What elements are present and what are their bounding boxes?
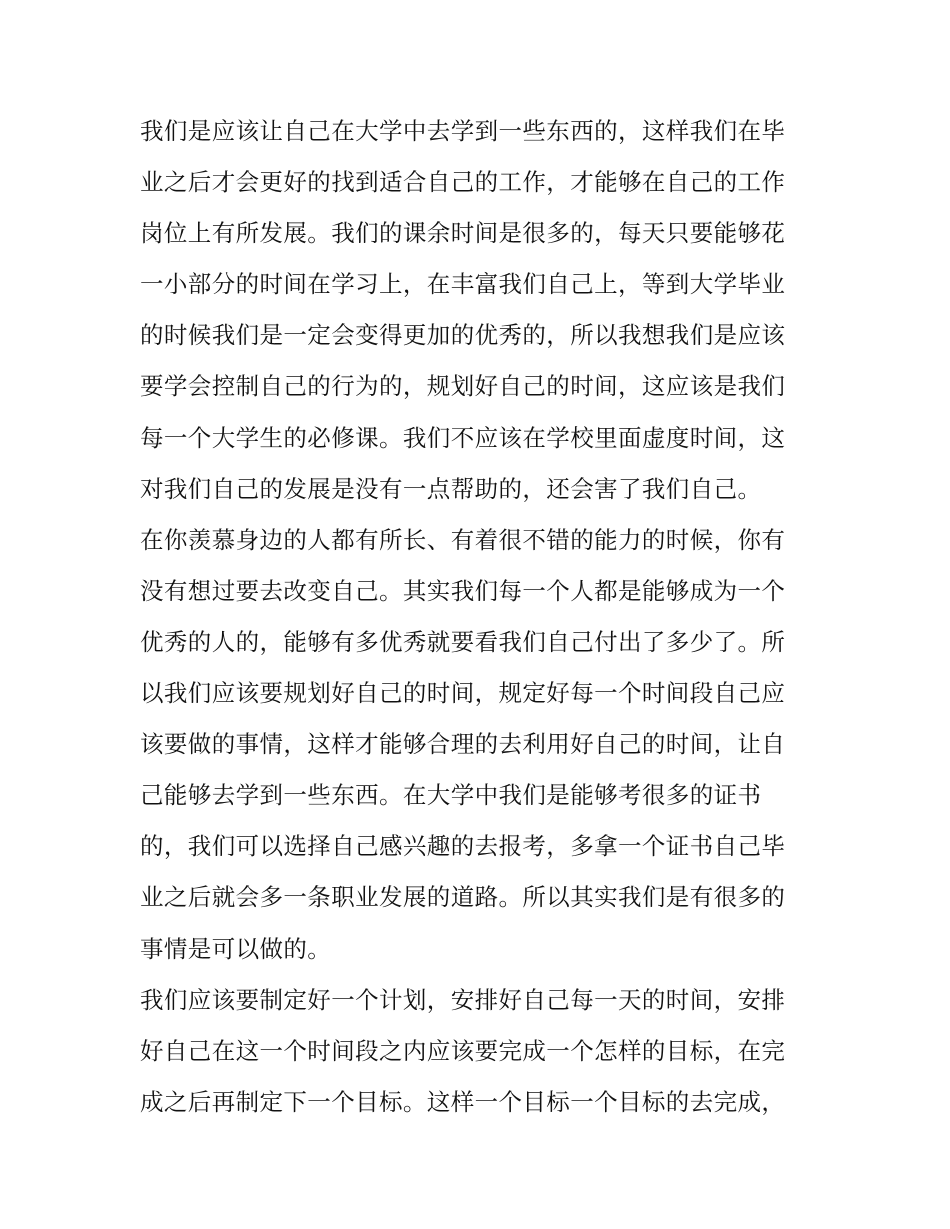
text-line: 一小部分的时间在学习上，在丰富我们自己上，等到大学毕业 — [140, 270, 786, 299]
text-line: 岗位上有所发展。我们的课余时间是很多的，每天只要能够花 — [140, 219, 786, 248]
text-line: 己能够去学到一些东西。在大学中我们是能够考很多的证书 — [140, 781, 762, 810]
text-line: 业之后才会更好的找到适合自己的工作，才能够在自己的工作 — [140, 168, 786, 197]
text-line: 业之后就会多一条职业发展的道路。所以其实我们是有很多的 — [140, 883, 786, 912]
text-line: 在你羡慕身边的人都有所长、有着很不错的能力的时候，你有 — [140, 525, 786, 554]
text-line: 我们是应该让自己在大学中去学到一些东西的，这样我们在毕 — [140, 117, 786, 145]
text-line: 的，我们可以选择自己感兴趣的去报考，多拿一个证书自己毕 — [140, 832, 786, 861]
text-line: 对我们自己的发展是没有一点帮助的，还会害了我们自己。 — [140, 474, 762, 503]
text-line: 好自己在这一个时间段之内应该要完成一个怎样的目标，在完 — [140, 1036, 786, 1065]
text-line: 以我们应该要规划好自己的时间，规定好每一个时间段自己应 — [140, 679, 786, 708]
text-line: 该要做的事情，这样才能够合理的去利用好自己的时间，让自 — [140, 730, 786, 759]
text-line: 要学会控制自己的行为的，规划好自己的时间，这应该是我们 — [140, 372, 786, 401]
body-text — [140, 106, 820, 1128]
text-line: 事情是可以做的。 — [140, 934, 332, 963]
text-line: 成之后再制定下一个目标。这样一个目标一个目标的去完成， — [140, 1087, 786, 1116]
text-line: 每一个大学生的必修课。我们不应该在学校里面虚度时间，这 — [140, 423, 786, 452]
text-line: 的时候我们是一定会变得更加的优秀的，所以我想我们是应该 — [140, 321, 786, 350]
text-line: 没有想过要去改变自己。其实我们每一个人都是能够成为一个 — [140, 576, 786, 605]
text-line: 优秀的人的，能够有多优秀就要看我们自己付出了多少了。所 — [140, 627, 786, 656]
text-line: 我们应该要制定好一个计划，安排好自己每一天的时间，安排 — [140, 985, 786, 1014]
